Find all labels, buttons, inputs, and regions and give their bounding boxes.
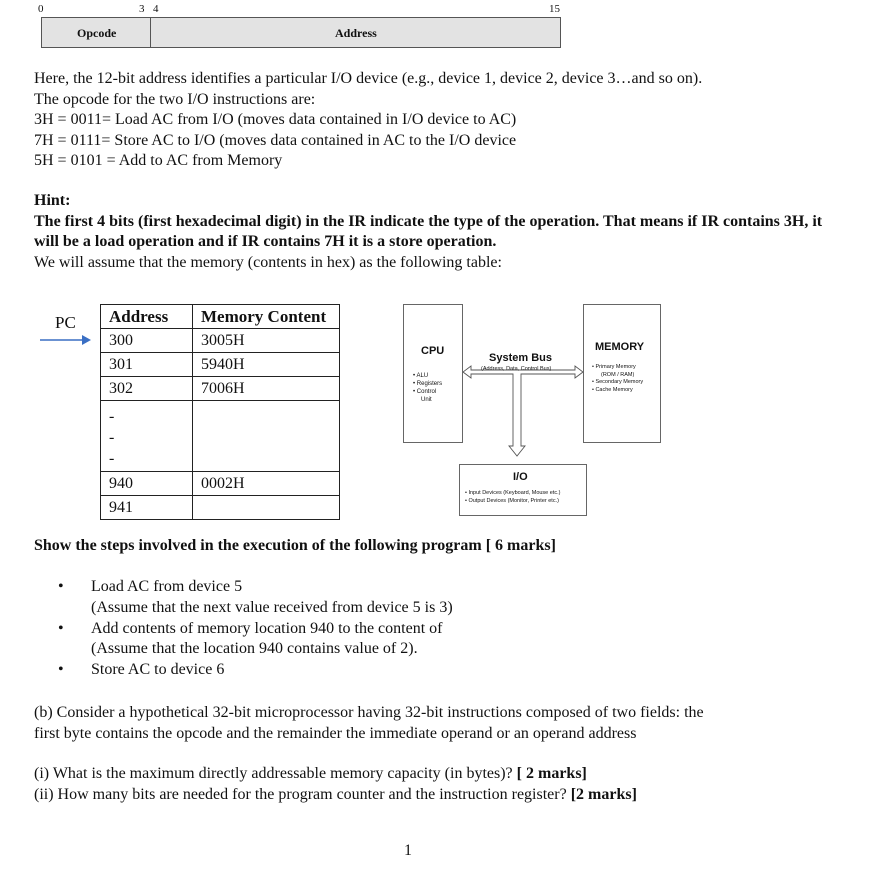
instruction-format-box <box>41 17 561 48</box>
cpu-items <box>413 372 442 404</box>
content-cell: 3005H <box>193 329 340 353</box>
address-cell: 300 <box>101 329 193 353</box>
table-row <box>101 496 340 520</box>
step-line: Store AC to device 6 <box>91 661 225 679</box>
hint-assume-text: We will assume that the memory (contents in hex) as the following table: <box>34 253 502 271</box>
io-item: • Input Devices (Keyboard, Mouse etc.) <box>465 490 561 496</box>
question-ii-marks: [2 marks] <box>570 785 637 803</box>
io-title: I/O <box>513 471 528 483</box>
pc-arrow-icon <box>40 333 92 347</box>
bit-0-label: 0 <box>38 3 44 15</box>
cpu-box <box>403 304 463 443</box>
content-cell: 7006H <box>193 377 340 401</box>
address-cell: 941 <box>101 496 193 520</box>
intro-line: 7H = 0111= Store AC to I/O (moves data contained in AC to the I/O device <box>34 131 517 149</box>
address-cell: 302 <box>101 377 193 401</box>
address-cell: 940 <box>101 472 193 496</box>
list-item <box>58 577 453 619</box>
address-cell: 301 <box>101 353 193 377</box>
table-row-gap <box>101 401 340 472</box>
bullet-icon: • <box>58 619 64 637</box>
memory-item: • Cache Memory <box>592 386 633 393</box>
step-note: (Assume that the location 940 contains value of 2). <box>91 640 418 658</box>
memory-title: MEMORY <box>595 341 645 353</box>
system-bus-subtitle: (Address, Data, Control Bus) <box>481 366 552 372</box>
io-item: • Output Devices (Monitor, Printer etc.) <box>465 497 559 504</box>
part-b-line: first byte contains the opcode and the remainder the immediate operand or an operand address <box>34 724 637 742</box>
intro-line: 3H = 0011= Load AC from I/O (moves data contained in I/O device to AC) <box>34 111 517 128</box>
question-ii <box>34 785 637 806</box>
bullet-icon: • <box>58 661 64 679</box>
cpu-item: Unit <box>421 397 432 403</box>
address-gap-cell: - - - <box>101 401 193 472</box>
cpu-item: • Control <box>413 389 437 395</box>
hint-bold-text: The first 4 bits (first hexadecimal digit) in the IR indicate the type of the operation. That means if IR contains 3H, it will be a load operation and if IR contains 7H it is a store operation. <box>34 212 823 250</box>
io-items <box>465 490 560 505</box>
intro-line: The opcode for the two I/O instructions are: <box>34 90 316 108</box>
cpu-item: • ALU <box>413 373 429 379</box>
header-memory-content: Memory Content <box>193 305 340 329</box>
header-address: Address <box>101 305 193 329</box>
bit-3-label: 3 <box>139 3 145 15</box>
bit-15-label: 15 <box>549 3 560 15</box>
io-box <box>459 464 587 516</box>
hint-section <box>34 191 844 273</box>
question-title: Show the steps involved in the execution of the following program [ 6 marks] <box>34 537 556 554</box>
table-row <box>101 377 340 401</box>
content-cell: 5940H <box>193 353 340 377</box>
part-b-questions <box>34 764 637 805</box>
content-cell <box>193 496 340 520</box>
opcode-field-label: Opcode <box>77 26 117 40</box>
instruction-format-divider <box>150 17 151 48</box>
table-row <box>101 353 340 377</box>
memory-box <box>583 304 661 443</box>
intro-text <box>34 69 702 172</box>
address-field-label: Address <box>335 26 377 40</box>
hint-title: Hint: <box>34 192 71 209</box>
table-row <box>101 329 340 353</box>
page-number: 1 <box>404 842 412 859</box>
memory-item: • Secondary Memory <box>592 379 644 385</box>
question-i <box>34 764 637 785</box>
intro-line: 5H = 0101 = Add to AC from Memory <box>34 152 283 169</box>
intro-line: Here, the 12-bit address identifies a particular I/O device (e.g., device 1, device 2, device 3…and so on). <box>34 70 703 87</box>
part-b-text <box>34 703 704 744</box>
program-steps-list <box>58 577 453 681</box>
part-b-line: (b) Consider a hypothetical 32-bit microprocessor having 32-bit instructions composed of two fields: the <box>34 704 704 721</box>
question-i-text: (i) What is the maximum directly addressable memory capacity (in bytes)? <box>34 765 517 782</box>
memory-table <box>100 304 340 520</box>
system-bus-arrows <box>463 360 583 460</box>
cpu-item: • Registers <box>413 381 443 387</box>
step-note: (Assume that the next value received from device 5 is 3) <box>91 598 453 616</box>
question-ii-text: (ii) How many bits are needed for the program counter and the instruction register? <box>34 785 571 803</box>
memory-items <box>592 364 643 394</box>
memory-item: • Primary Memory <box>592 364 636 370</box>
memory-item: (ROM / RAM) <box>601 371 635 378</box>
list-item <box>58 660 453 681</box>
pc-label: PC <box>55 313 76 332</box>
cpu-title: CPU <box>421 345 445 357</box>
step-line: Load AC from device 5 <box>91 578 243 595</box>
table-row <box>101 472 340 496</box>
content-gap-cell <box>193 401 340 472</box>
bit-4-label: 4 <box>153 3 159 15</box>
table-header-row <box>101 305 340 329</box>
bullet-icon: • <box>58 578 64 595</box>
content-cell: 0002H <box>193 472 340 496</box>
system-bus-title: System Bus <box>489 352 552 364</box>
question-i-marks: [ 2 marks] <box>516 765 587 782</box>
step-line: Add contents of memory location 940 to the content of <box>91 619 443 637</box>
list-item <box>58 619 453 661</box>
